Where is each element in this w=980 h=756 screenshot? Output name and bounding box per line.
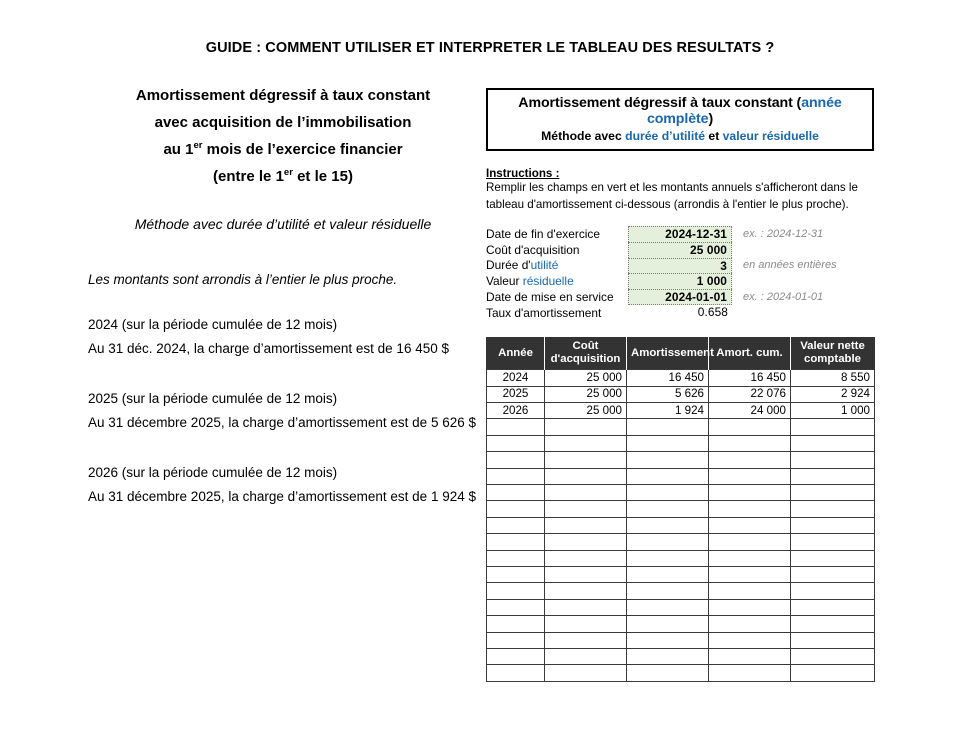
year-statement-2026: Au 31 décembre 2025, la charge d’amortissement est de 1 924 $ bbox=[88, 489, 476, 504]
year-block-2026 bbox=[88, 461, 478, 509]
table-cell-empty bbox=[627, 485, 709, 501]
year-block-2025 bbox=[88, 387, 478, 435]
field-label-valeur-residuelle: Valeur résiduelle bbox=[486, 274, 574, 289]
left-explanation-column bbox=[88, 82, 478, 509]
table-cell-empty bbox=[487, 550, 545, 566]
panel-title-line-2: Méthode avec durée d’utilité et valeur résiduelle bbox=[541, 129, 819, 143]
table-cell-empty bbox=[545, 468, 627, 484]
table-cell-empty bbox=[545, 632, 627, 648]
table-cell-empty bbox=[709, 648, 791, 664]
field-value-date-de-mise-en-service[interactable]: 2024-01-01 bbox=[628, 289, 732, 305]
table-row-empty bbox=[487, 501, 875, 517]
field-value-duree-d-utilite[interactable]: 3 bbox=[628, 258, 732, 274]
table-cell-empty bbox=[627, 468, 709, 484]
table-cell-empty bbox=[627, 599, 709, 615]
table-cell-empty bbox=[709, 534, 791, 550]
table-row-empty bbox=[487, 534, 875, 550]
table-cell-empty bbox=[627, 452, 709, 468]
field-value-taux-d-amortissement: 0.658 bbox=[697, 304, 728, 319]
table-cell-empty bbox=[487, 435, 545, 451]
table-cell-empty bbox=[545, 419, 627, 435]
table-cell: 16 450 bbox=[709, 370, 791, 386]
instructions-block bbox=[486, 167, 874, 213]
table-cell-empty bbox=[487, 517, 545, 533]
panel-title-box bbox=[486, 88, 874, 151]
table-header-row bbox=[487, 337, 875, 370]
table-row-empty bbox=[487, 566, 875, 582]
table-cell-empty bbox=[791, 468, 875, 484]
table-cell-empty bbox=[487, 583, 545, 599]
table-row-empty bbox=[487, 583, 875, 599]
field-label-cout-d-acquisition: Coût d'acquisition bbox=[486, 242, 580, 257]
table-cell-empty bbox=[545, 616, 627, 632]
table-cell-empty bbox=[545, 435, 627, 451]
table-cell: 2026 bbox=[487, 403, 545, 419]
table-cell-empty bbox=[709, 665, 791, 681]
field-value-date-de-fin-d-exercice[interactable]: 2024-12-31 bbox=[628, 226, 732, 242]
table-cell-empty bbox=[545, 648, 627, 664]
year-statement-2024: Au 31 déc. 2024, la charge d’amortissement est de 16 450 $ bbox=[88, 341, 449, 356]
amortization-table-body bbox=[487, 370, 875, 681]
left-heading-line-4: (entre le 1er et le 15) bbox=[213, 167, 353, 185]
table-cell-empty bbox=[709, 468, 791, 484]
table-cell-empty bbox=[545, 566, 627, 582]
instructions-line-2: tableau d'amortissement ci-dessous (arrondis à l'entier le plus proche). bbox=[486, 197, 849, 211]
panel-title-highlight-duree-utilite: durée d’utilité bbox=[625, 129, 706, 143]
left-heading-line-3: au 1er mois de l’exercice financier bbox=[163, 140, 403, 158]
field-row-taux-d-amortissement bbox=[486, 305, 874, 321]
table-cell-empty bbox=[627, 665, 709, 681]
col-header-cout-acquisition: Coût d'acquisition bbox=[545, 337, 627, 370]
table-cell-empty bbox=[791, 534, 875, 550]
table-cell-empty bbox=[791, 485, 875, 501]
table-cell-empty bbox=[487, 501, 545, 517]
table-cell: 25 000 bbox=[545, 386, 627, 402]
table-cell-empty bbox=[791, 566, 875, 582]
year-statement-2025: Au 31 décembre 2025, la charge d’amortissement est de 5 626 $ bbox=[88, 415, 476, 430]
panel-title-line-1: Amortissement dégressif à taux constant (année complète) bbox=[518, 95, 842, 127]
table-cell-empty bbox=[627, 583, 709, 599]
table-cell-empty bbox=[791, 550, 875, 566]
table-cell-empty bbox=[487, 452, 545, 468]
table-cell-empty bbox=[709, 632, 791, 648]
table-cell-empty bbox=[627, 550, 709, 566]
table-row-empty bbox=[487, 485, 875, 501]
table-cell-empty bbox=[487, 665, 545, 681]
table-row-empty bbox=[487, 517, 875, 533]
table-cell: 25 000 bbox=[545, 403, 627, 419]
table-cell-empty bbox=[487, 632, 545, 648]
table-cell-empty bbox=[545, 534, 627, 550]
left-heading-block bbox=[88, 82, 478, 190]
field-label-highlight-utilite: utilité bbox=[530, 258, 559, 273]
table-cell-empty bbox=[709, 435, 791, 451]
table-cell-empty bbox=[709, 583, 791, 599]
table-cell-empty bbox=[791, 616, 875, 632]
table-row-empty bbox=[487, 468, 875, 484]
table-cell: 2025 bbox=[487, 386, 545, 402]
table-cell-empty bbox=[791, 501, 875, 517]
table-cell-empty bbox=[487, 566, 545, 582]
table-cell: 24 000 bbox=[709, 403, 791, 419]
table-cell-empty bbox=[627, 632, 709, 648]
table-cell-empty bbox=[627, 566, 709, 582]
col-header-amort-cum: Amort. cum. bbox=[709, 337, 791, 370]
table-cell: 1 924 bbox=[627, 403, 709, 419]
table-cell-empty bbox=[627, 501, 709, 517]
table-cell-empty bbox=[545, 583, 627, 599]
field-label-date-de-fin-d-exercice: Date de fin d'exercice bbox=[486, 226, 600, 241]
table-cell-empty bbox=[545, 501, 627, 517]
field-row-date-de-mise-en-service bbox=[486, 289, 874, 305]
field-label-date-de-mise-en-service: Date de mise en service bbox=[486, 290, 614, 305]
table-cell-empty bbox=[709, 517, 791, 533]
table-cell: 25 000 bbox=[545, 370, 627, 386]
table-cell-empty bbox=[791, 632, 875, 648]
table-cell-empty bbox=[791, 648, 875, 664]
table-cell-empty bbox=[791, 583, 875, 599]
table-row-empty bbox=[487, 648, 875, 664]
table-cell: 2024 bbox=[487, 370, 545, 386]
year-period-2024: 2024 (sur la période cumulée de 12 mois) bbox=[88, 317, 338, 332]
table-cell-empty bbox=[545, 452, 627, 468]
table-cell: 5 626 bbox=[627, 386, 709, 402]
table-cell: 16 450 bbox=[627, 370, 709, 386]
left-heading-line-1: Amortissement dégressif à taux constant bbox=[135, 87, 431, 104]
field-hint-duree-d-utilite: en années entières bbox=[743, 259, 837, 272]
amortization-table-wrap bbox=[486, 337, 874, 682]
field-hint-date-de-fin-d-exercice: ex. : 2024-12-31 bbox=[743, 227, 824, 240]
left-method-subtitle: Méthode avec durée d’utilité et valeur résiduelle bbox=[134, 216, 432, 232]
table-cell-empty bbox=[487, 485, 545, 501]
table-cell-empty bbox=[709, 566, 791, 582]
instructions-label: Instructions : bbox=[486, 167, 560, 180]
table-cell-empty bbox=[487, 599, 545, 615]
table-cell-empty bbox=[709, 501, 791, 517]
amortization-table bbox=[486, 337, 875, 682]
field-row-duree-d-utilite bbox=[486, 258, 874, 274]
table-cell-empty bbox=[627, 648, 709, 664]
table-cell: 22 076 bbox=[709, 386, 791, 402]
page-title: GUIDE : COMMENT UTILISER ET INTERPRETER LE TABLEAU DES RESULTATS ? bbox=[205, 40, 775, 56]
table-cell-empty bbox=[791, 419, 875, 435]
field-row-valeur-residuelle bbox=[486, 273, 874, 289]
table-cell-empty bbox=[709, 550, 791, 566]
table-cell-empty bbox=[627, 534, 709, 550]
year-period-2026: 2026 (sur la période cumulée de 12 mois) bbox=[88, 465, 338, 480]
table-row-empty bbox=[487, 665, 875, 681]
panel-title-highlight-valeur-residuelle: valeur résiduelle bbox=[722, 129, 819, 143]
table-cell-empty bbox=[791, 517, 875, 533]
field-row-date-de-fin-d-exercice bbox=[486, 226, 874, 242]
table-row-empty bbox=[487, 435, 875, 451]
table-cell-empty bbox=[627, 616, 709, 632]
table-cell-empty bbox=[709, 599, 791, 615]
table-row bbox=[487, 370, 875, 386]
field-label-taux-d-amortissement: Taux d'amortissement bbox=[486, 305, 602, 320]
col-header-valeur-nette-comptable: Valeur nette comptable bbox=[791, 337, 875, 370]
table-row-empty bbox=[487, 419, 875, 435]
panel-title-highlight-annee-complete: année complète bbox=[646, 95, 842, 127]
table-cell-empty bbox=[487, 468, 545, 484]
col-header-annee: Année bbox=[487, 337, 545, 370]
table-row-empty bbox=[487, 599, 875, 615]
instructions-line-1: Remplir les champs en vert et les montants annuels s'afficheront dans le bbox=[486, 181, 858, 194]
field-label-duree-d-utilite: Durée d'utilité bbox=[486, 258, 559, 273]
table-cell-empty bbox=[545, 665, 627, 681]
field-label-highlight-residuelle: résiduelle bbox=[522, 274, 574, 289]
amortization-panel bbox=[486, 88, 874, 682]
table-row-empty bbox=[487, 632, 875, 648]
table-row-empty bbox=[487, 452, 875, 468]
table-row bbox=[487, 386, 875, 402]
table-row-empty bbox=[487, 550, 875, 566]
table-cell-empty bbox=[709, 616, 791, 632]
table-row-empty bbox=[487, 616, 875, 632]
table-cell-empty bbox=[709, 452, 791, 468]
year-period-2025: 2025 (sur la période cumulée de 12 mois) bbox=[88, 391, 338, 406]
table-cell-empty bbox=[545, 599, 627, 615]
field-value-cout-d-acquisition[interactable]: 25 000 bbox=[628, 242, 732, 258]
table-row bbox=[487, 403, 875, 419]
col-header-amortissement: Amortissement bbox=[627, 337, 709, 370]
table-cell-empty bbox=[791, 435, 875, 451]
field-row-cout-d-acquisition bbox=[486, 242, 874, 258]
table-cell-empty bbox=[791, 599, 875, 615]
table-cell-empty bbox=[545, 550, 627, 566]
table-cell-empty bbox=[709, 485, 791, 501]
table-cell-empty bbox=[791, 452, 875, 468]
table-cell-empty bbox=[627, 517, 709, 533]
left-rounding-note: Les montants sont arrondis à l’entier le plus proche. bbox=[88, 272, 398, 287]
table-cell-empty bbox=[487, 648, 545, 664]
table-cell: 1 000 bbox=[791, 403, 875, 419]
input-fields-group bbox=[486, 226, 874, 321]
table-cell-empty bbox=[709, 419, 791, 435]
table-cell-empty bbox=[487, 616, 545, 632]
table-cell-empty bbox=[791, 665, 875, 681]
table-cell-empty bbox=[545, 485, 627, 501]
table-cell-empty bbox=[627, 435, 709, 451]
left-heading-line-2: avec acquisition de l’immobilisation bbox=[154, 114, 412, 131]
year-block-2024 bbox=[88, 313, 478, 361]
table-cell: 8 550 bbox=[791, 370, 875, 386]
field-value-valeur-residuelle[interactable]: 1 000 bbox=[628, 273, 732, 289]
table-cell-empty bbox=[627, 419, 709, 435]
table-cell-empty bbox=[487, 534, 545, 550]
table-cell: 2 924 bbox=[791, 386, 875, 402]
table-cell-empty bbox=[487, 419, 545, 435]
table-cell-empty bbox=[545, 517, 627, 533]
field-hint-date-de-mise-en-service: ex. : 2024-01-01 bbox=[743, 291, 824, 304]
